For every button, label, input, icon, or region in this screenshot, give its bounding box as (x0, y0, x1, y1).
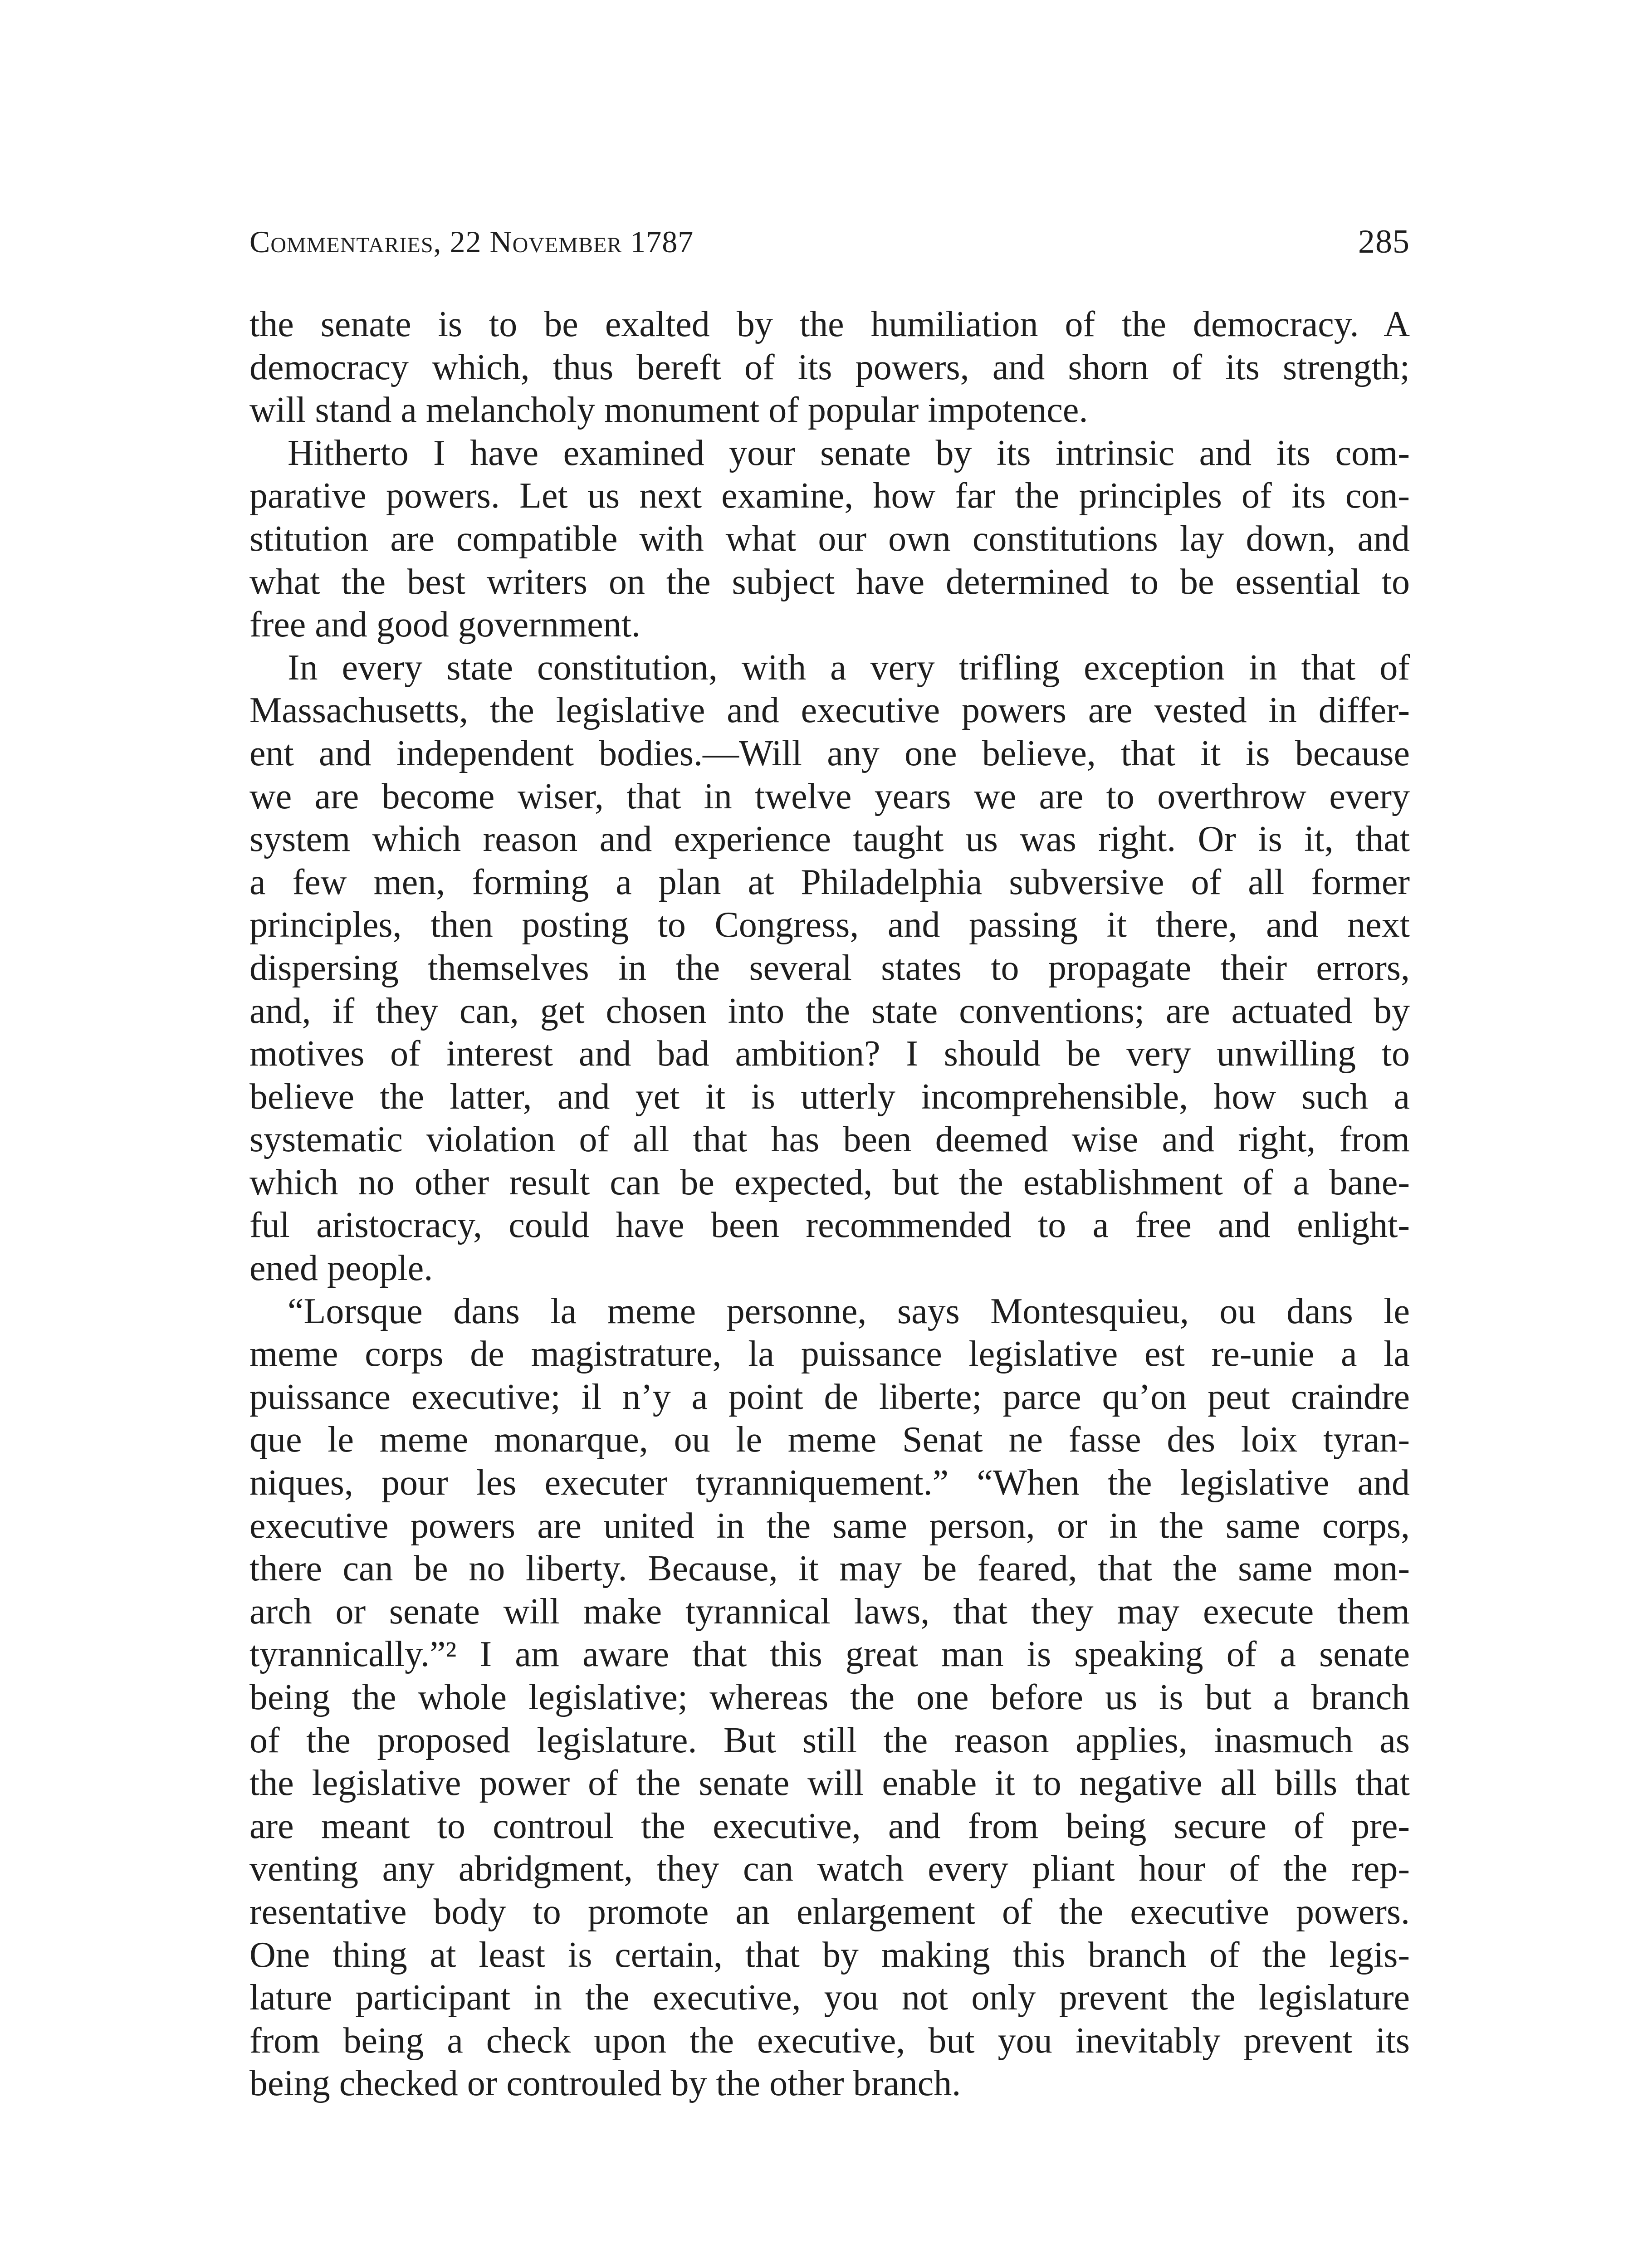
text-line: arch or senate will make tyrannical laws, that they may execute them (249, 1591, 1410, 1632)
text-line: tyrannically.”² I am aware that this great man is speaking of a senate (249, 1634, 1410, 1675)
text-line: principles, then posting to Congress, and passing it there, and next (249, 905, 1410, 945)
text-line: a few men, forming a plan at Philadelphia subversive of all former (249, 862, 1410, 902)
text-line: niques, pour les executer tyranniquement.” “When the legislative and (249, 1463, 1410, 1503)
text-line: from being a check upon the executive, but you inevitably prevent its (249, 2020, 1410, 2061)
text-line: the legislative power of the senate will enable it to negative all bills that (249, 1763, 1410, 1804)
text-line: the senate is to be exalted by the humiliation of the democracy. A (249, 304, 1410, 344)
running-head (249, 217, 1410, 267)
body-text (249, 303, 1410, 2105)
text-line: systematic violation of all that has been deemed wise and right, from (249, 1119, 1410, 1160)
text-line: ened people. (249, 1248, 433, 1289)
text-line: are meant to controul the executive, and from being secure of pre- (249, 1806, 1410, 1846)
text-line: what the best writers on the subject have determined to be essential to (249, 562, 1410, 602)
text-line: free and good government. (249, 605, 640, 645)
text-line: ful aristocracy, could have been recommended to a free and enlight- (249, 1205, 1410, 1246)
text-line: puissance executive; il n’y a point de liberte; parce qu’on peut craindre (249, 1377, 1410, 1417)
text-line: executive powers are united in the same person, or in the same corps, (249, 1505, 1410, 1546)
text-line: being the whole legislative; whereas the one before us is but a branch (249, 1677, 1410, 1717)
text-line: ent and independent bodies.—Will any one believe, that it is because (249, 733, 1410, 773)
text-line: resentative body to promote an enlargement of the executive powers. (249, 1892, 1410, 1932)
text-line: being checked or controuled by the other branch. (249, 2063, 961, 2104)
text-line: meme corps de magistrature, la puissance legislative est re-unie a la (249, 1334, 1410, 1374)
text-line: and, if they can, get chosen into the state conventions; are actuated by (249, 991, 1410, 1031)
text-line: Massachusetts, the legislative and executive powers are vested in differ- (249, 690, 1410, 731)
text-line: we are become wiser, that in twelve years we are to overthrow every (249, 776, 1410, 816)
page-number: 285 (1358, 223, 1410, 260)
text-line: dispersing themselves in the several states to propagate their errors, (249, 948, 1410, 988)
paragraph-first-line: “Lorsque dans la meme personne, says Montesquieu, ou dans le (288, 1291, 1410, 1331)
running-head-title: Commentaries, 22 November 1787 (249, 225, 694, 259)
text-line: parative powers. Let us next examine, how far the principles of its con- (249, 476, 1410, 516)
paragraph-first-line: In every state constitution, with a very trifling exception in that of (288, 647, 1410, 688)
text-line: One thing at least is certain, that by making this branch of the legis- (249, 1935, 1410, 1975)
text-line: venting any abridgment, they can watch every pliant hour of the rep- (249, 1849, 1410, 1889)
text-line: will stand a melancholy monument of popular impotence. (249, 390, 1088, 430)
text-line: system which reason and experience taught us was right. Or is it, that (249, 819, 1410, 860)
text-line: motives of interest and bad ambition? I should be very unwilling to (249, 1034, 1410, 1074)
text-line: believe the latter, and yet it is utterly incomprehensible, how such a (249, 1076, 1410, 1117)
text-line: lature participant in the executive, you not only prevent the legislature (249, 1978, 1410, 2018)
text-line: which no other result can be expected, but the establishment of a bane- (249, 1162, 1410, 1202)
text-line: of the proposed legislature. But still the reason applies, inasmuch as (249, 1720, 1410, 1760)
text-line: stitution are compatible with what our own constitutions lay down, and (249, 518, 1410, 559)
text-line: there can be no liberty. Because, it may be feared, that the same mon- (249, 1549, 1410, 1589)
text-line: democracy which, thus bereft of its powers, and shorn of its strength; (249, 347, 1410, 387)
paragraph-first-line: Hitherto I have examined your senate by its intrinsic and its com- (288, 433, 1410, 473)
text-line: que le meme monarque, ou le meme Senat ne fasse des loix tyran- (249, 1420, 1410, 1460)
